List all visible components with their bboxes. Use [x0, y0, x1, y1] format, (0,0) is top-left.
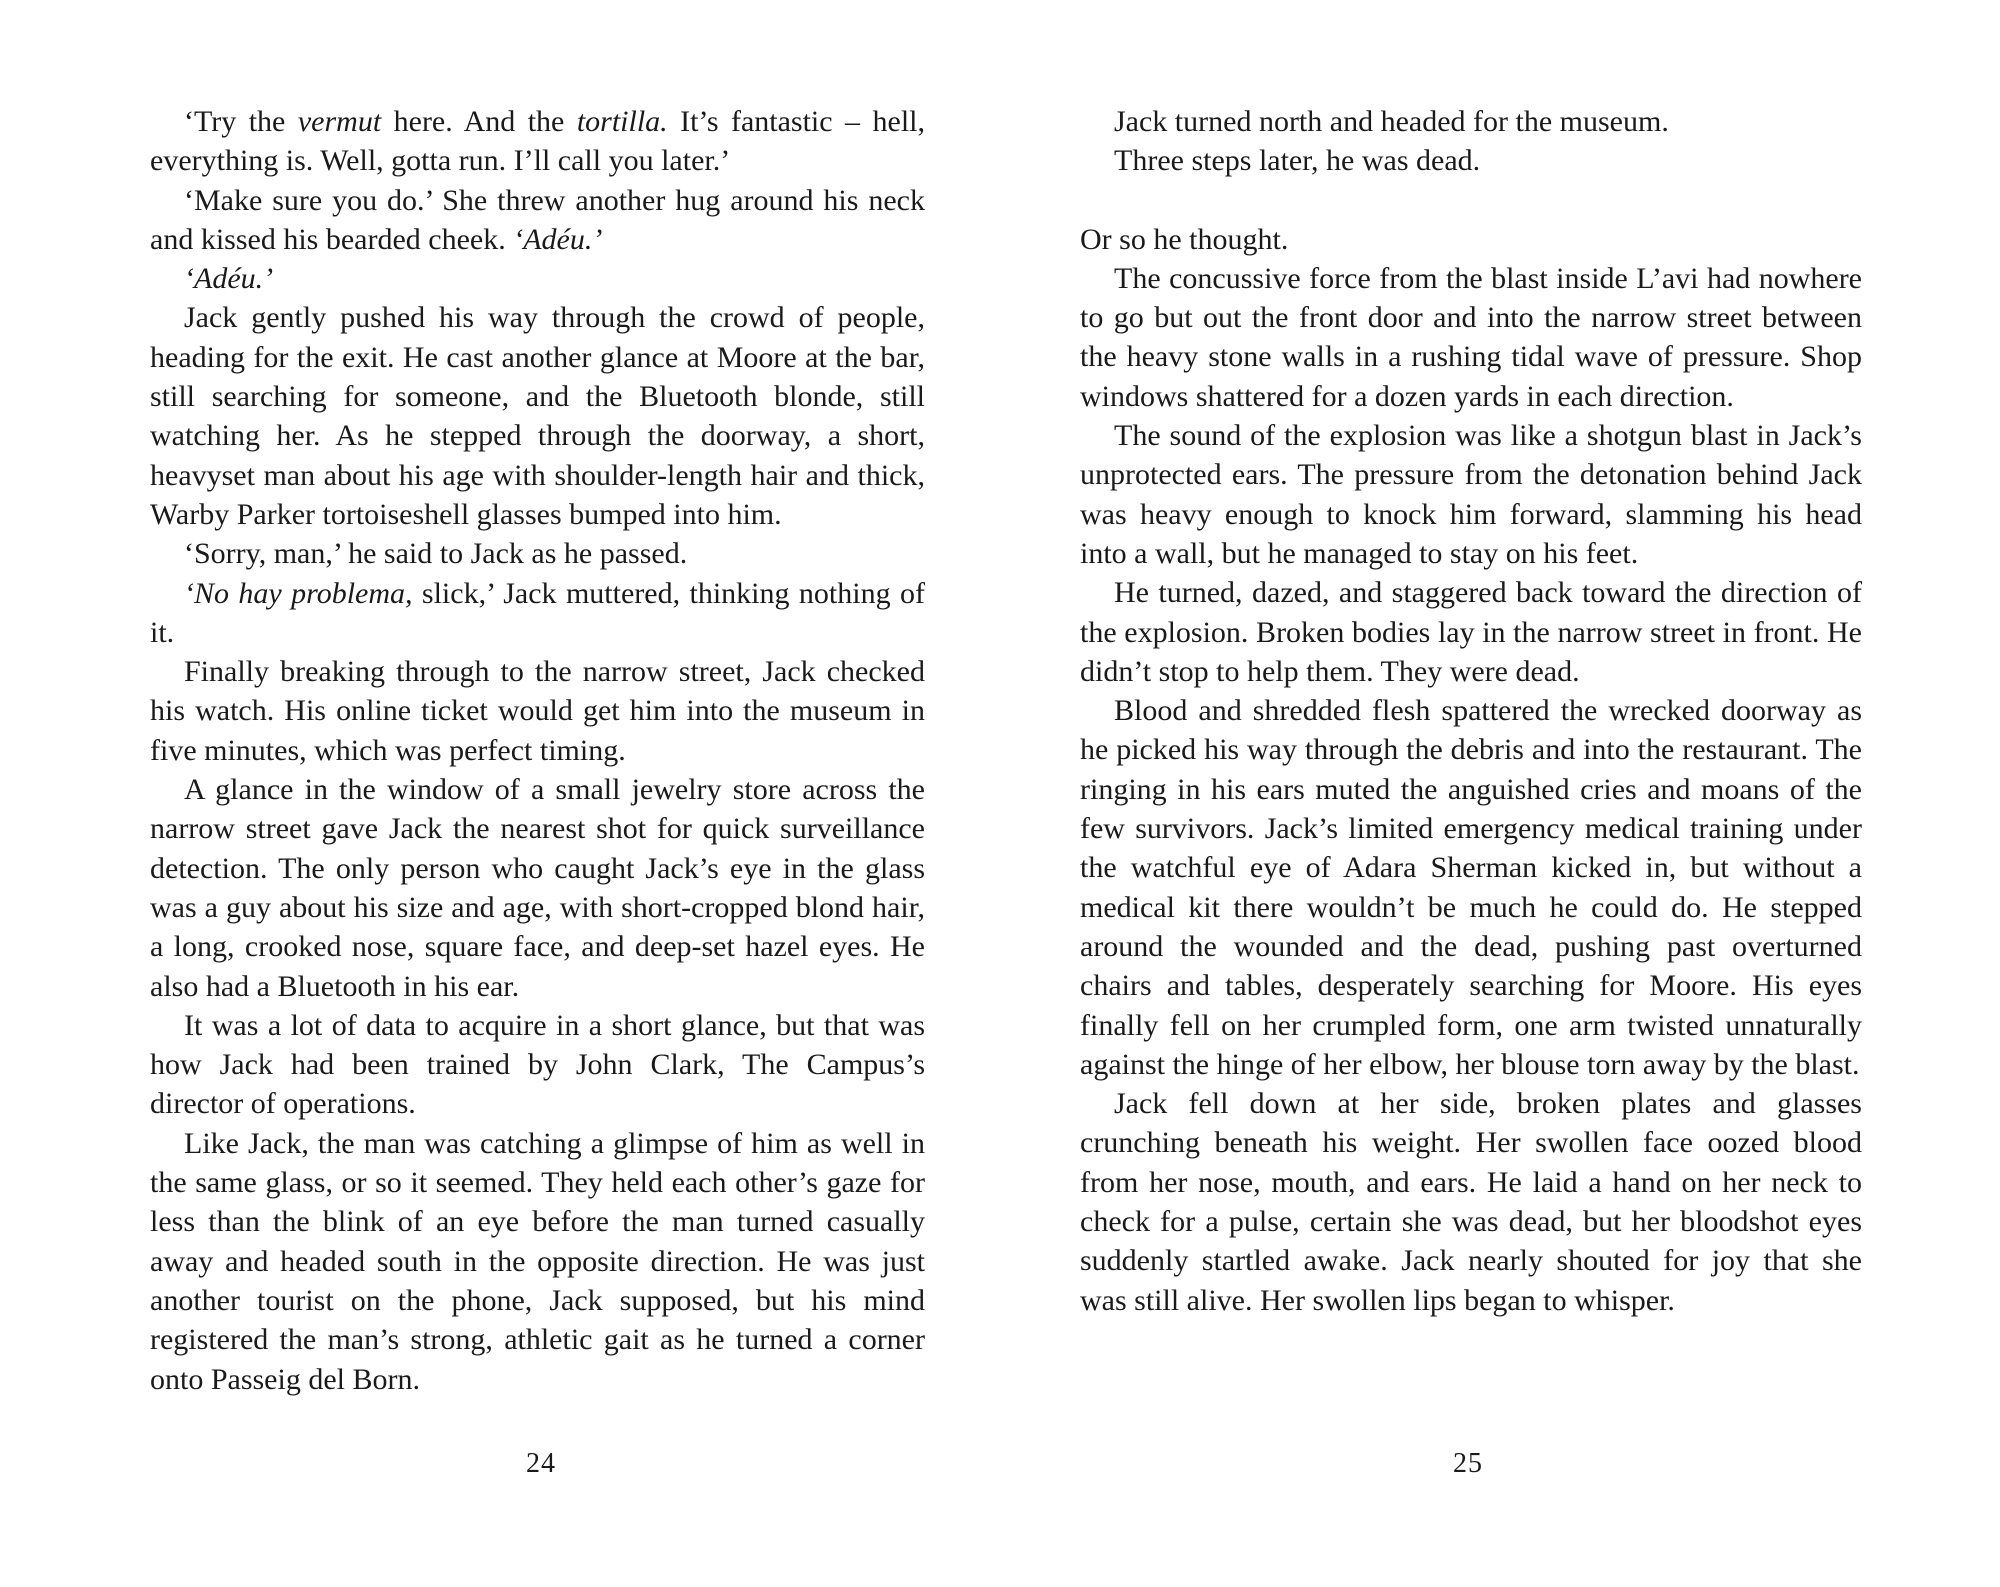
italic-text-run: tortilla.	[576, 105, 668, 138]
paragraph	[150, 259, 925, 298]
paragraph: The sound of the explosion was like a shotgun blast in Jack’s unprotected ears. The pressure from the detonation behind Jack was heavy enough to knock him forward, slamming his head into a wall, but he managed to stay on his feet.	[1080, 419, 1862, 570]
paragraph: He turned, dazed, and staggered back toward the direction of the explosion. Broken bodies lay in the narrow street in front. He didn’t stop to help them. They were dead.	[1080, 576, 1862, 688]
page-gutter	[1000, 0, 1002, 1587]
right-page-body	[1080, 102, 1862, 1320]
text-run: here. And the	[381, 105, 577, 138]
page-number-right: 25	[1453, 1448, 1483, 1479]
italic-text-run: vermut	[297, 105, 382, 138]
paragraph: Jack gently pushed his way through the crowd of people, heading for the exit. He cast another glance at Moore at the bar, still searching for someone, and the Bluetooth blonde, still watching her. As he stepped through the doorway, a short, heavyset man about his age with shoulder-length hair and thick, Warby Parker tortoiseshell glasses bumped into him.	[150, 301, 925, 531]
text-run: ‘Make sure you do.’ She threw another hug around his neck and kissed his bearded cheek.	[150, 183, 925, 256]
paragraph: Jack turned north and headed for the museum.	[1114, 105, 1669, 138]
section-break-paragraph: Or so he thought.	[1080, 222, 1289, 256]
italic-text-run: ‘No hay problema,	[184, 576, 413, 610]
text-run: It’s fantastic – hell, everything is. Well, gotta run. I’ll call you later.’	[150, 105, 926, 178]
paragraph: The concussive force from the blast inside L’avi had nowhere to go but out the front door and into the narrow street between the heavy stone walls in a rushing tidal wave of pressure. Shop windows shattered for a dozen yards in each direction.	[1080, 261, 1862, 413]
paragraph: It was a lot of data to acquire in a short glance, but that was how Jack had been trained by John Clark, The Campus’s director of operations.	[150, 1008, 925, 1121]
paragraph: Finally breaking through to the narrow street, Jack checked his watch. His online ticket would get him into the museum in five minutes, which was perfect timing.	[150, 655, 925, 767]
left-page-body	[150, 102, 925, 1399]
page-number-left: 24	[526, 1448, 556, 1479]
text-run: slick,’ Jack muttered, thinking nothing of it.	[150, 576, 925, 649]
italic-text-run: ‘Adéu.’	[184, 262, 274, 296]
right-page	[1080, 102, 1862, 1320]
paragraph: A glance in the window of a small jewelry store across the narrow street gave Jack the nearest shot for quick surveillance detection. The only person who caught Jack’s eye in the glass was a guy about his size and age, with short-cropped blond hair, a long, crooked nose, square face, and deep-set hazel eyes. He also had a Bluetooth in his ear.	[150, 773, 925, 1003]
paragraph: Jack fell down at her side, broken plates and glasses crunching beneath his weight. Her swollen face oozed blood from her nose, mouth, and ears. He laid a hand on her neck to check for a pulse, certain she was dead, but her bloodshot eyes suddenly startled awake. Jack nearly shouted for joy that she was still alive. Her swollen lips began to whisper.	[1080, 1087, 1862, 1317]
paragraph: Three steps later, he was dead.	[1114, 144, 1481, 178]
paragraph	[150, 574, 925, 653]
paragraph: Like Jack, the man was catching a glimpse of him as well in the same glass, or so it seemed. They held each other’s gaze for less than the blink of an eye before the man turned casually away and headed south in the opposite direction. He was just another tourist on the phone, Jack supposed, but his mind registered the man’s strong, athletic gait as he turned a corner onto Passeig del Born.	[150, 1126, 925, 1396]
paragraph	[150, 102, 925, 181]
paragraph: Blood and shredded flesh spattered the wrecked doorway as he picked his way through the debris and into the restaurant. The ringing in his ears muted the anguished cries and moans of the few survivors. Jack’s limited emergency medical training under the watchful eye of Adara Sherman kicked in, but without a medical kit there wouldn’t be much he could do. He stepped around the wounded and the dead, pushing past overturned chairs and tables, desperately searching for Moore. His eyes finally fell on her crumpled form, one arm twisted unnaturally against the hinge of her elbow, her blouse torn away by the blast.	[1080, 694, 1862, 1081]
paragraph	[150, 181, 925, 260]
italic-text-run: ‘Adéu.’	[513, 222, 603, 256]
paragraph: ‘Sorry, man,’ he said to Jack as he passed.	[184, 537, 688, 571]
text-run: ‘Try the	[184, 105, 298, 138]
left-page	[150, 102, 925, 1399]
